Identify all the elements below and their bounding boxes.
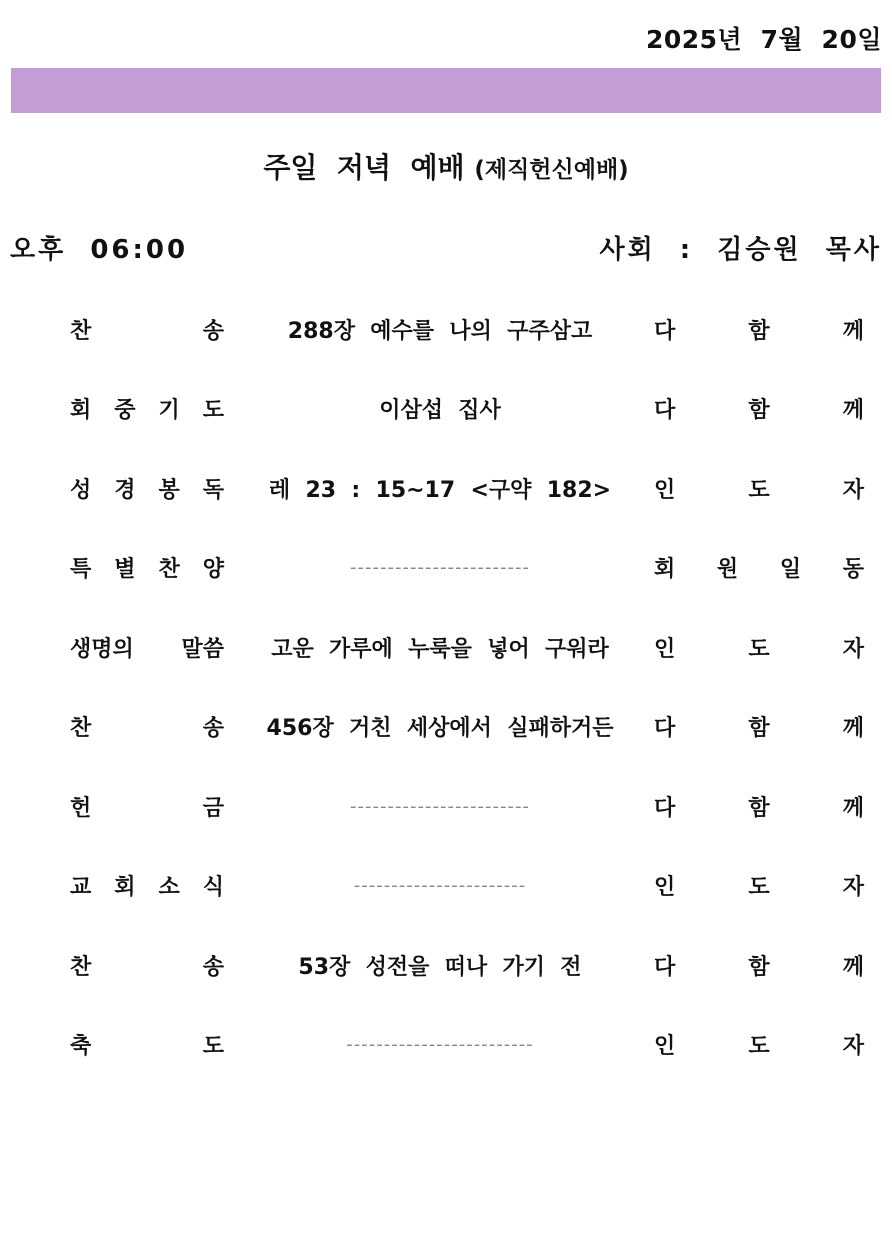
order-item-role-part: 께 [842,318,864,344]
order-item-label-part: 말씀 [181,636,224,662]
order-item-role [654,948,864,982]
order-item-role [654,1028,864,1062]
order-item-label [70,869,224,903]
order-item-role [654,392,864,426]
order-item-role-part: 자 [842,875,864,900]
order-item-role [654,471,864,505]
order-item [0,924,892,1004]
order-item-role-part: 도 [748,477,770,503]
order-item-role-part: 자 [842,1034,864,1059]
order-item-label-part: 중 [114,398,136,423]
order-item-role-part: 께 [842,716,864,741]
order-item-label-part: 송 [202,716,224,741]
order-item-label-part: 특 [70,557,92,582]
order-item-label-part: 축 [70,1034,92,1059]
order-item-label-part: 도 [202,1034,224,1059]
order-item-label-part: 찬 [158,557,180,582]
order-item-role-part: 일 [779,557,802,582]
order-item-role-part: 다 [654,716,676,741]
order-item-content: 이삼섭 집사 [379,398,501,423]
order-item-label-part: 찬 [70,954,92,980]
order-item-role-part: 자 [842,636,864,662]
order-item-label [70,1028,224,1062]
order-item-role-part: 동 [842,557,864,582]
order-item-label-part: 찬 [70,318,92,344]
order-item-role-part: 인 [654,477,676,503]
order-item [0,1004,892,1084]
order-item-content: 레 23 : 15~17 <구약 182> [268,477,612,503]
order-item-content: 456장 거친 세상에서 실패하거든 [266,716,614,741]
order-item-label-part: 경 [114,477,136,503]
order-item-role-part: 함 [748,795,770,821]
order-item-label-part: 송 [202,954,224,980]
order-item-role-part: 다 [654,398,676,423]
service-date: 2025년 7월 20일 [645,25,882,54]
order-item-role [654,630,864,664]
order-item-role-part: 도 [748,636,770,662]
order-item-label-part: 헌 [70,795,92,821]
order-item-role-part: 함 [748,716,770,741]
order-item-label-part: 기 [158,398,180,423]
order-item-label-part: 금 [202,795,224,821]
order-item-label-part: 소 [158,875,180,900]
order-item [0,288,892,368]
order-item-label [70,471,224,505]
order-item-label [70,948,224,982]
order-item-label-part: 봉 [158,477,180,503]
order-item-role-part: 원 [716,557,739,582]
order-item-label-part: 생명의 [70,636,134,662]
order-item-content: 288장 예수를 나의 구주삼고 [287,318,593,344]
order-item-content: ------------------------- [346,1034,534,1055]
order-item-role-part: 함 [748,318,770,344]
order-item-role-part: 다 [654,795,676,821]
order-item-role-part: 다 [654,954,676,980]
order-item-role-part: 인 [654,875,676,900]
order-item-role-part: 인 [654,1034,676,1059]
order-item-label-part: 식 [202,875,224,900]
order-item-role [654,551,864,585]
order-item-label-part: 양 [202,557,224,582]
order-item-label-part: 회 [114,875,136,900]
order-item-label-part: 독 [202,477,224,503]
order-item [0,527,892,607]
order-item [0,845,892,925]
order-item-role-part: 께 [842,398,864,423]
order-item-role-part: 도 [748,875,770,900]
order-item-label-part: 찬 [70,716,92,741]
order-item-label [70,392,224,426]
order-item-content: ------------------------ [350,557,530,578]
order-item-label-part: 별 [114,557,136,582]
order-item-role-part: 함 [748,398,770,423]
order-item-role-part: 인 [654,636,676,662]
order-item-role [654,789,864,823]
service-title-main: 주일 저녁 예배 [263,151,475,184]
order-item-label-part: 송 [202,318,224,344]
order-item [0,765,892,845]
order-item-label [70,630,224,664]
order-item-content: ------------------------ [350,795,530,817]
order-item-role-part: 함 [748,954,770,980]
order-item-label-part: 교 [70,875,92,900]
order-item-label [70,312,224,346]
order-item-role-part: 께 [842,795,864,821]
service-subtitle: (제직헌신예배) [474,157,629,183]
order-item-role-part: 다 [654,318,676,344]
service-time: 오후 06:00 [10,235,189,265]
order-item-label-part: 회 [70,398,92,423]
order-item-content: 고운 가루에 누룩을 넣어 구워라 [271,636,609,662]
order-item-role-part: 께 [842,954,864,980]
header-band [11,68,881,113]
order-item-role-part: 자 [842,477,864,503]
order-item [0,686,892,766]
service-title [0,146,892,186]
order-item-role-part: 회 [654,557,676,582]
order-item-role [654,710,864,744]
order-item-content: 53장 성전을 떠나 가기 전 [298,954,582,980]
order-item [0,606,892,686]
order-item-label [70,551,224,585]
order-item-label-part: 도 [202,398,224,423]
order-item-label-part: 성 [70,477,92,503]
order-item-role [654,869,864,903]
service-host: 사회 : 김승원 목사 [599,235,882,265]
order-item-label [70,710,224,744]
order-item-label [70,789,224,823]
order-item-role-part: 도 [748,1034,770,1059]
order-item [0,368,892,448]
order-item-content: ----------------------- [353,875,527,896]
order-item [0,447,892,527]
order-item-role [654,312,864,346]
